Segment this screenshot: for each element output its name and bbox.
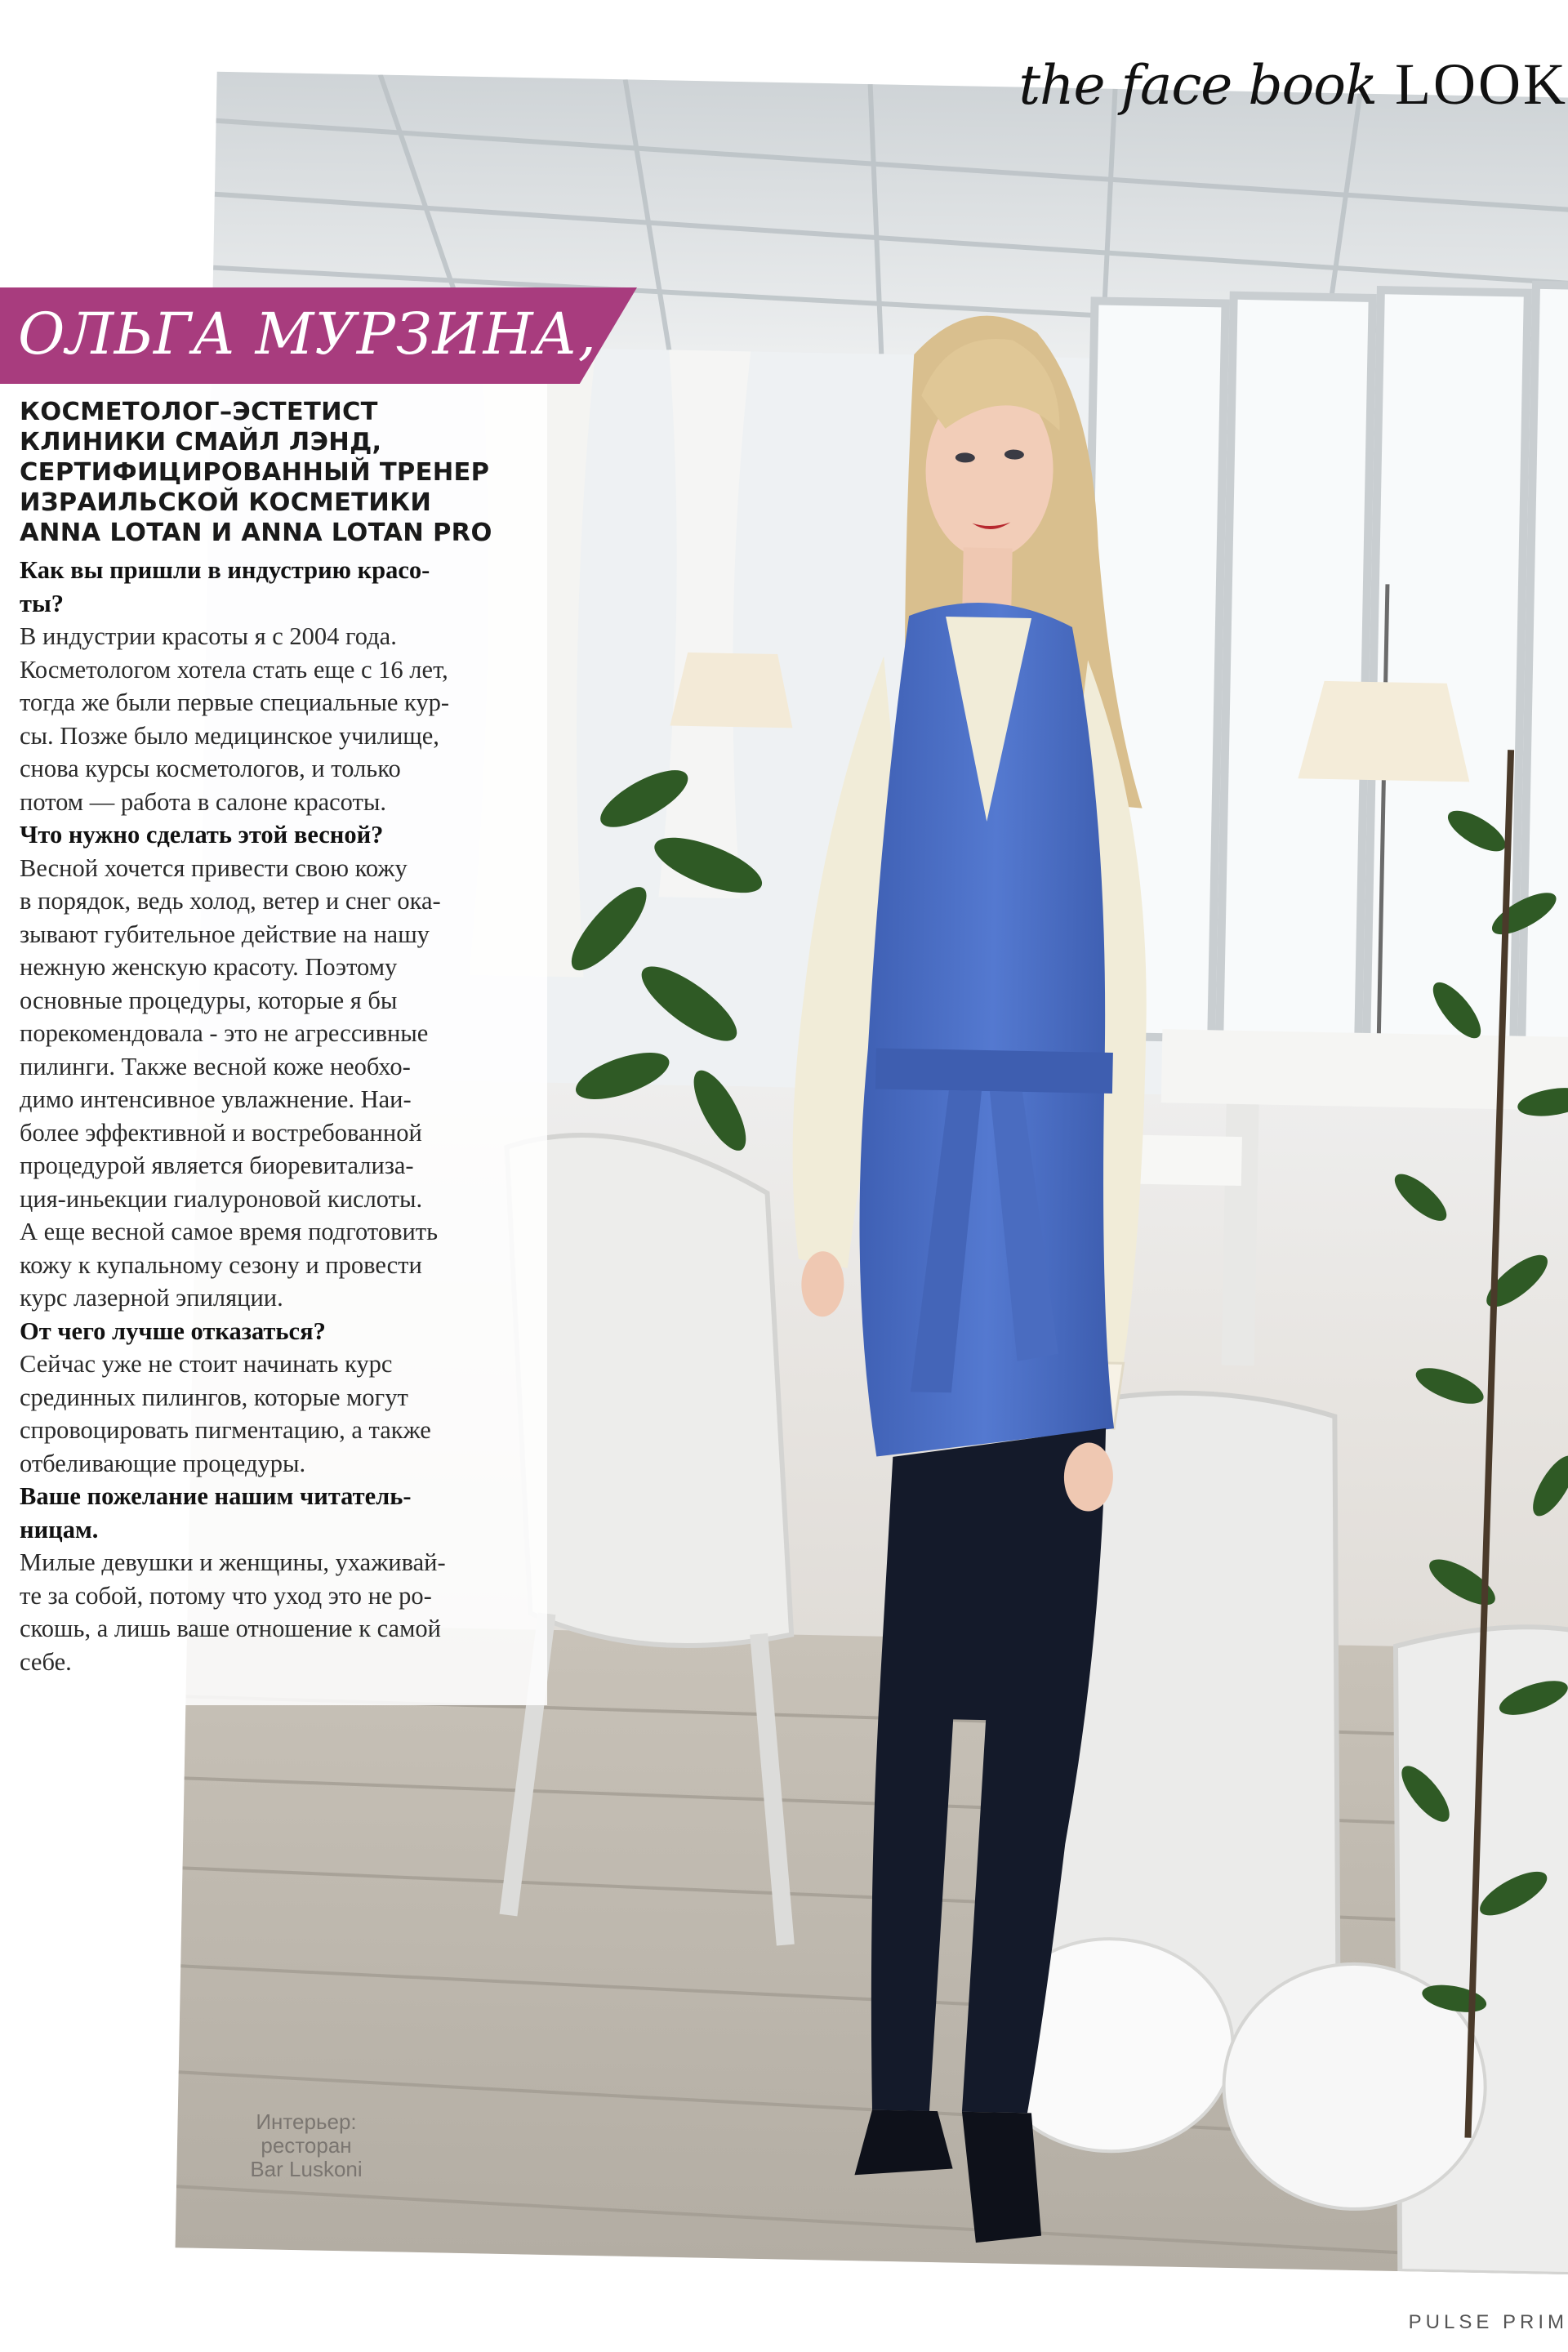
- person-name: ОЛЬГА МУРЗИНА,: [18, 301, 597, 368]
- answer-line: пилинги. Также весной коже необхо-: [20, 1052, 411, 1080]
- answer-line: сы. Позже было медицинское училище,: [20, 721, 439, 750]
- answer-line: ция-иньекции гиалуроновой кислоты.: [20, 1184, 423, 1213]
- answer-line: зывают губительное действие на нашу: [20, 920, 430, 948]
- question-line: ты?: [20, 589, 65, 617]
- section-title-italic: the face book: [1018, 54, 1378, 117]
- answer-line: Милые девушки и женщины, ухаживай-: [20, 1548, 446, 1576]
- answer-line: в порядок, ведь холод, ветер и снег ока-: [20, 887, 441, 915]
- question-line: Что нужно сделать этой весной?: [20, 821, 384, 849]
- caption-line: Bar Luskoni: [250, 2157, 363, 2181]
- photo-caption: [237, 2110, 376, 2181]
- person-title: [20, 397, 542, 548]
- answer-line: срединных пилингов, которые могут: [20, 1383, 408, 1411]
- person-title-line: СЕРТИФИЦИРОВАННЫЙ ТРЕНЕР: [20, 458, 490, 487]
- caption-line: Интерьер:: [256, 2109, 357, 2134]
- answer-line: потом — работа в салоне красоты.: [20, 787, 386, 816]
- caption-line: ресторан: [261, 2133, 352, 2158]
- answer-line: скошь, а лишь ваше отношение к самой: [20, 1615, 441, 1642]
- answer-line: Весной хочется привести свою кожу: [20, 853, 408, 882]
- person-title-line: ANNA LOTAN И ANNA LOTAN PRO: [20, 519, 492, 547]
- answer-line: порекомендовала - это не агрессивные: [20, 1019, 429, 1047]
- question-line: От чего лучше отказаться?: [20, 1316, 326, 1345]
- answer-line: процедурой является биоревитализа-: [20, 1152, 414, 1179]
- answer-line: нежную женскую красоту. Поэтому: [20, 953, 398, 981]
- section-title-upper: LOOK: [1395, 51, 1568, 117]
- answer-line: более эффективной и востребованной: [20, 1118, 422, 1147]
- footer-magazine-name: PULSE PRIM: [1408, 2311, 1568, 2333]
- answer-line: кожу к купальному сезону и провести: [20, 1250, 422, 1279]
- answer-line: спровоцировать пигментацию, а также: [20, 1416, 431, 1444]
- answer-line: основные процедуры, которые я бы: [20, 986, 398, 1014]
- answer-line: те за собой, потому что уход это не ро-: [20, 1581, 432, 1610]
- answer-line: В индустрии красоты я с 2004 года.: [20, 622, 397, 650]
- person-title-line: КОСМЕТОЛОГ–ЭСТЕТИСТ: [20, 398, 378, 426]
- answer-line: Сейчас уже не стоит начинать курс: [20, 1350, 393, 1378]
- person-title-line: ИЗРАИЛЬСКОЙ КОСМЕТИКИ: [20, 488, 432, 517]
- person-title-line: КЛИНИКИ СМАЙЛ ЛЭНД,: [20, 428, 382, 457]
- question-line: Ваше пожелание нашим читатель-: [20, 1482, 412, 1510]
- answer-line: тогда же были первые специальные кур-: [20, 688, 450, 716]
- answer-line: снова курсы косметологов, и только: [20, 755, 401, 782]
- section-header: [1018, 51, 1568, 124]
- answer-line: димо интенсивное увлажнение. Наи-: [20, 1085, 412, 1113]
- question-line: ницам.: [20, 1515, 99, 1544]
- answer-line: курс лазерной эпиляции.: [20, 1284, 283, 1312]
- question-line: Как вы пришли в индустрию красо-: [20, 556, 430, 584]
- answer-line: отбеливающие процедуры.: [20, 1449, 306, 1477]
- answer-line: Косметологом хотела стать еще с 16 лет,: [20, 655, 448, 684]
- answer-line: себе.: [20, 1647, 72, 1676]
- interview-body: [20, 554, 542, 1678]
- answer-line: А еще весной самое время подготовить: [20, 1218, 439, 1245]
